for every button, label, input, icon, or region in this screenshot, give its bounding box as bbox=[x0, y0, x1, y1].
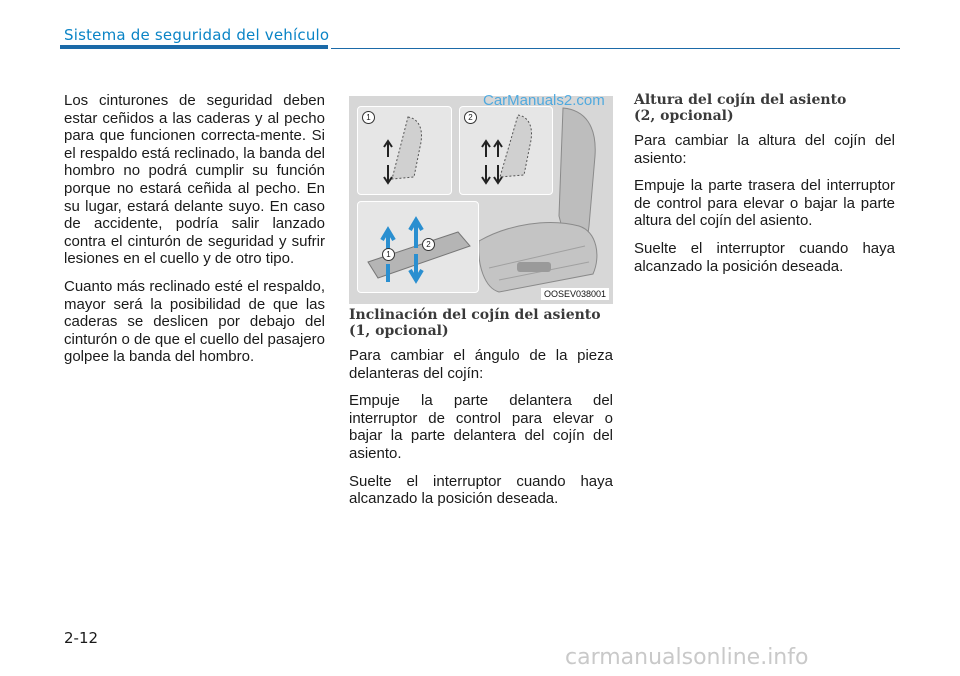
body-paragraph: Para cambiar el ángulo de la pieza delanteras del cojín: bbox=[349, 347, 613, 382]
switch-closeup-inset bbox=[357, 201, 479, 293]
body-paragraph: Cuanto más reclinado esté el respaldo, mayor será la posibilidad de que las caderas se deslicen por debajo del cinturón o de que el cuello del pasajero golpee la banda del hombro. bbox=[64, 277, 326, 366]
page-number: 2-12 bbox=[64, 629, 99, 647]
column-middle bbox=[349, 307, 613, 518]
tilt-diagram-inset bbox=[357, 106, 452, 195]
watermark-top: CarManuals2.com bbox=[483, 92, 605, 109]
height-heading bbox=[634, 92, 895, 124]
body-paragraph: Los cinturones de seguridad deben estar ceñidos a las caderas y al pecho para que funcionen correcta-mente. Si el respaldo está reclinado, la banda del hombro no podrá cumplir su función porque no estará ceñida al pecho. En su lugar, estará delante suyo. En caso de accidente, podría salir lanzado contra el cinturón de seguridad y sufrir lesiones en el cuello y de otro tipo. bbox=[64, 92, 326, 268]
header-rule-thin bbox=[331, 48, 900, 49]
body-paragraph: Empuje la parte delantera del interruptor de control para elevar o bajar la parte delantera del cojín del asiento. bbox=[349, 392, 613, 462]
column-left bbox=[64, 92, 325, 376]
header-rule-thick bbox=[60, 45, 328, 49]
seat-adjustment-figure bbox=[349, 96, 613, 304]
body-paragraph: Suelte el interruptor cuando haya alcanzado la posición deseada. bbox=[349, 472, 613, 508]
switch-label-2: 2 bbox=[422, 238, 435, 251]
control-switch-icon bbox=[358, 202, 478, 292]
body-paragraph: Empuje la parte trasera del interruptor de control para elevar o bajar la parte altura del cojín del asiento. bbox=[634, 177, 895, 230]
watermark-bottom: carmanualsonline.info bbox=[565, 645, 809, 670]
body-paragraph: Para cambiar la altura del cojín del asiento: bbox=[634, 132, 895, 167]
label-number-1: 1 bbox=[362, 111, 375, 124]
height-heading-line1: Altura del cojín del asiento bbox=[634, 92, 847, 108]
section-header-title: Sistema de seguridad del vehículo bbox=[64, 26, 330, 44]
body-paragraph: Suelte el interruptor cuando haya alcanzado la posición deseada. bbox=[634, 239, 895, 275]
figure-code: OOSEV038001 bbox=[541, 288, 609, 300]
tilt-heading-line1: Inclinación del cojín del asiento bbox=[349, 307, 601, 323]
height-heading-line2: (2, opcional) bbox=[634, 108, 734, 124]
column-right bbox=[634, 92, 895, 285]
height-diagram-inset bbox=[459, 106, 553, 195]
tilt-heading-line2: (1, opcional) bbox=[349, 323, 449, 339]
tilt-heading bbox=[349, 307, 613, 339]
label-number-2: 2 bbox=[464, 111, 477, 124]
switch-label-1: 1 bbox=[382, 248, 395, 261]
